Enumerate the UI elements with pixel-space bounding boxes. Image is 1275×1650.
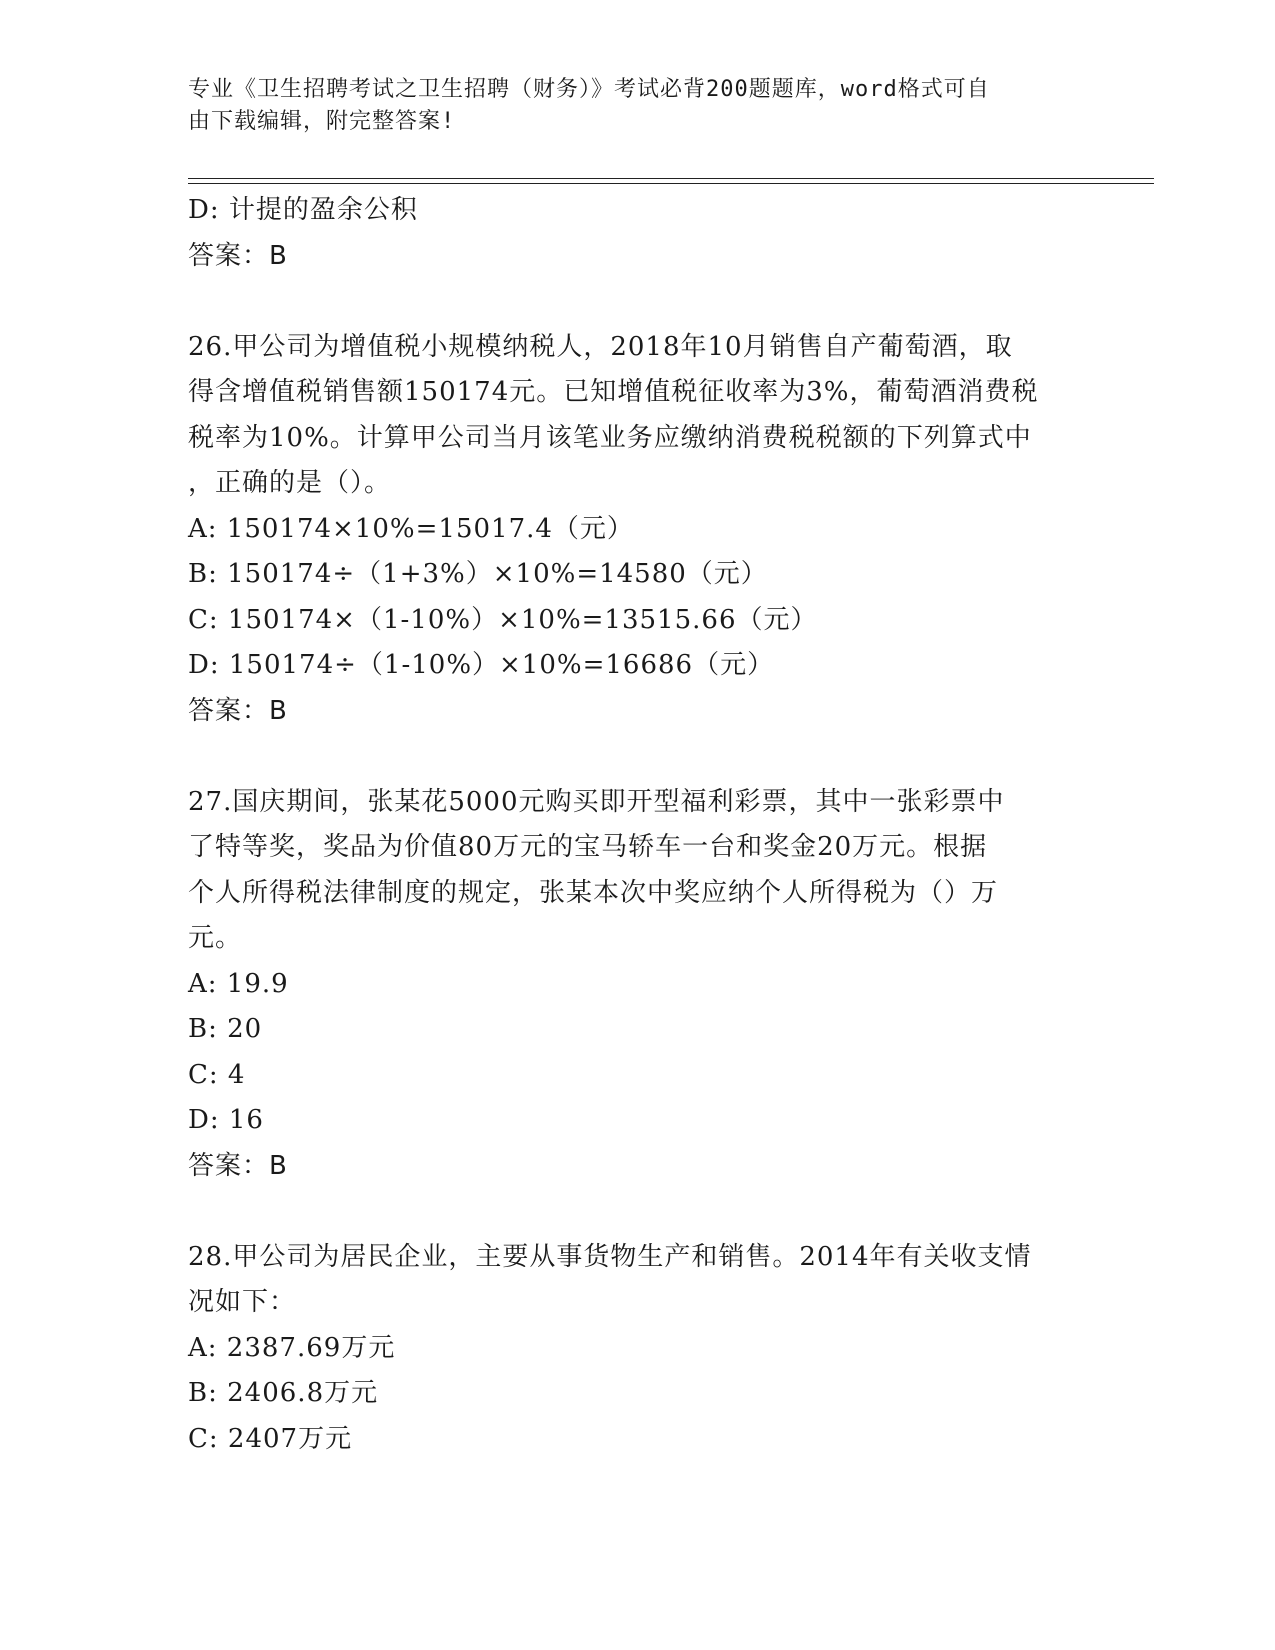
option-c: C: 2407万元 [188, 1423, 353, 1454]
question-stem-line: 得含增值税销售额150174元。已知增值税征收率为3%，葡萄酒消费税 [188, 377, 1039, 407]
option-d: D: 计提的盈余公积 [188, 195, 418, 225]
answer-line: 答案：B [188, 695, 288, 726]
option-a: A: 150174×10%=15017.4（元） [188, 513, 634, 544]
answer-line: 答案：B [188, 1150, 288, 1181]
option-b: B: 2406.8万元 [188, 1378, 379, 1408]
question-stem-line: ，正确的是（）。 [188, 468, 392, 498]
option-a: A: 2387.69万元 [188, 1332, 396, 1363]
answer-line: 答案：B [188, 240, 288, 271]
header-divider-bottom [188, 183, 1154, 184]
option-b: B: 20 [188, 1014, 263, 1044]
option-a: A: 19.9 [188, 968, 289, 999]
question-stem-line: 26.甲公司为增值税小规模纳税人，2018年10月销售自产葡萄酒，取 [188, 331, 1013, 362]
question-26 [188, 325, 1088, 735]
question-27 [188, 780, 1088, 1190]
spacer [188, 279, 1088, 325]
question-stem-line: 元。 [188, 923, 243, 953]
spacer [188, 1189, 1088, 1235]
question-25-tail [188, 188, 1088, 279]
page-header [188, 74, 1078, 138]
question-stem-line: 27.国庆期间，张某花5000元购买即开型福利彩票，其中一张彩票中 [188, 786, 1005, 817]
header-divider-top [188, 178, 1154, 179]
question-content [188, 188, 1088, 1462]
spacer [188, 734, 1088, 780]
option-c: C: 4 [188, 1059, 246, 1090]
question-stem-line: 28.甲公司为居民企业，主要从事货物生产和销售。2014年有关收支情 [188, 1241, 1032, 1272]
header-line-2: 由下载编辑，附完整答案! [188, 109, 456, 134]
question-28 [188, 1235, 1088, 1463]
question-stem-line: 税率为10%。计算甲公司当月该笔业务应缴纳消费税税额的下列算式中 [188, 422, 1032, 453]
option-b: B: 150174÷（1+3%）×10%=14580（元） [188, 559, 768, 589]
option-c: C: 150174×（1-10%）×10%=13515.66（元） [188, 604, 818, 635]
header-line-1: 专业《卫生招聘考试之卫生招聘（财务）》考试必背200题题库，word格式可自 [188, 77, 990, 102]
option-d: D: 150174÷（1-10%）×10%=16686（元） [188, 650, 775, 680]
question-stem-line: 个人所得税法律制度的规定，张某本次中奖应纳个人所得税为（）万 [188, 877, 999, 908]
option-d: D: 16 [188, 1105, 264, 1135]
question-stem-line: 了特等奖，奖品为价值80万元的宝马轿车一台和奖金20万元。根据 [188, 832, 988, 862]
question-stem-line: 况如下： [188, 1287, 297, 1317]
